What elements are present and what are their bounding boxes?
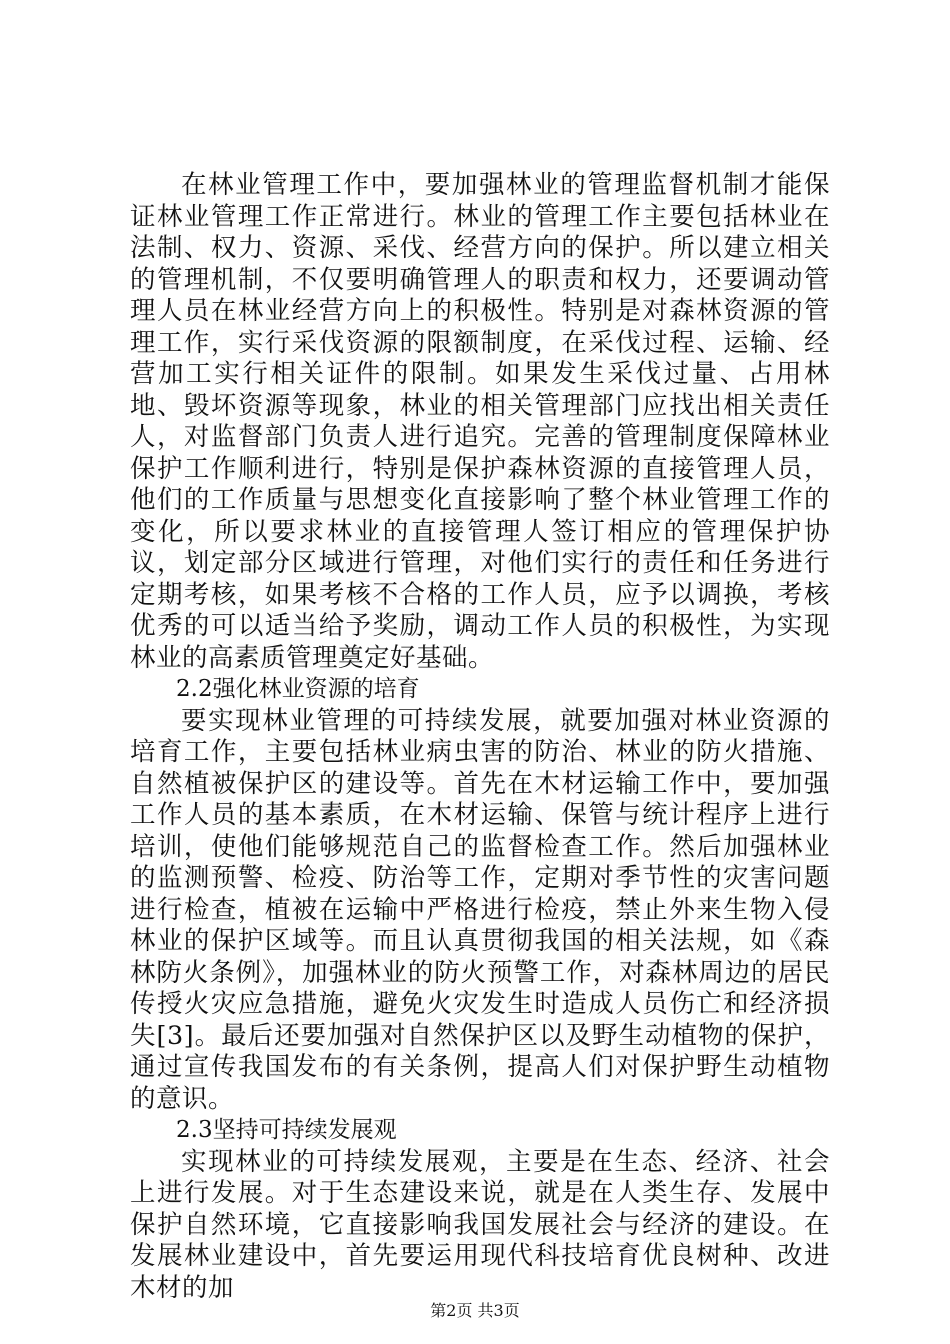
section-heading-2-3: 2.3坚持可持续发展观 <box>176 1117 397 1143</box>
page-footer: 第2页 共3页 <box>430 1301 520 1320</box>
paragraph-sustainable-development: 实现林业的可持续发展观，主要是在生态、经济、社会上进行发展。对于生态建设来说，就是在人类生存、发展中保护自然环境，它直接影响我国发展社会与经济的建设。在发展林业建设中，首先要运用现代科技培育优良树种、改进木材的加 <box>130 1146 830 1303</box>
paragraph-forestry-supervision: 在林业管理工作中，要加强林业的管理监督机制才能保证林业管理工作正常进行。林业的管理工作主要包括林业在法制、权力、资源、采伐、经营方向的保护。所以建立相关的管理机制，不仅要明确管理人的职责和权力，还要调动管理人员在林业经营方向上的积极性。特别是对森林资源的管理工作，实行采伐资源的限额制度，在采伐过程、运输、经营加工实行相关证件的限制。如果发生采伐过量、占用林地、毁坏资源等现象，林业的相关管理部门应找出相关责任人，对监督部门负责人进行追究。完善的管理制度保障林业保护工作顺利进行，特别是保护森林资源的直接管理人员，他们的工作质量与思想变化直接影响了整个林业管理工作的变化，所以要求林业的直接管理人签订相应的管理保护协议，划定部分区域进行管理，对他们实行的责任和任务进行定期考核，如果考核不合格的工作人员，应予以调换，考核优秀的可以适当给予奖励，调动工作人员的积极性，为实现林业的高素质管理奠定好基础。 <box>130 170 830 673</box>
paragraph-resource-cultivation: 要实现林业管理的可持续发展，就要加强对林业资源的培育工作，主要包括林业病虫害的防治、林业的防火措施、自然植被保护区的建设等。首先在木材运输工作中，要加强工作人员的基本素质，在木材运输、保管与统计程序上进行培训，使他们能够规范自己的监督检查工作。然后加强林业的监测预警、检疫、防治等工作，定期对季节性的灾害问题进行检查，植被在运输中严格进行检疫，禁止外来生物入侵林业的保护区域等。而且认真贯彻我国的相关法规，如《森林防火条例》，加强林业的防火预警工作，对森林周边的居民传授火灾应急措施，避免火灾发生时造成人员伤亡和经济损失[3]。最后还要加强对自然保护区以及野生动植物的保护，通过宣传我国发布的有关条例，提高人们对保护野生动植物的意识。 <box>130 705 830 1114</box>
section-heading-2-2: 2.2强化林业资源的培育 <box>176 676 420 702</box>
document-body <box>130 170 830 1304</box>
